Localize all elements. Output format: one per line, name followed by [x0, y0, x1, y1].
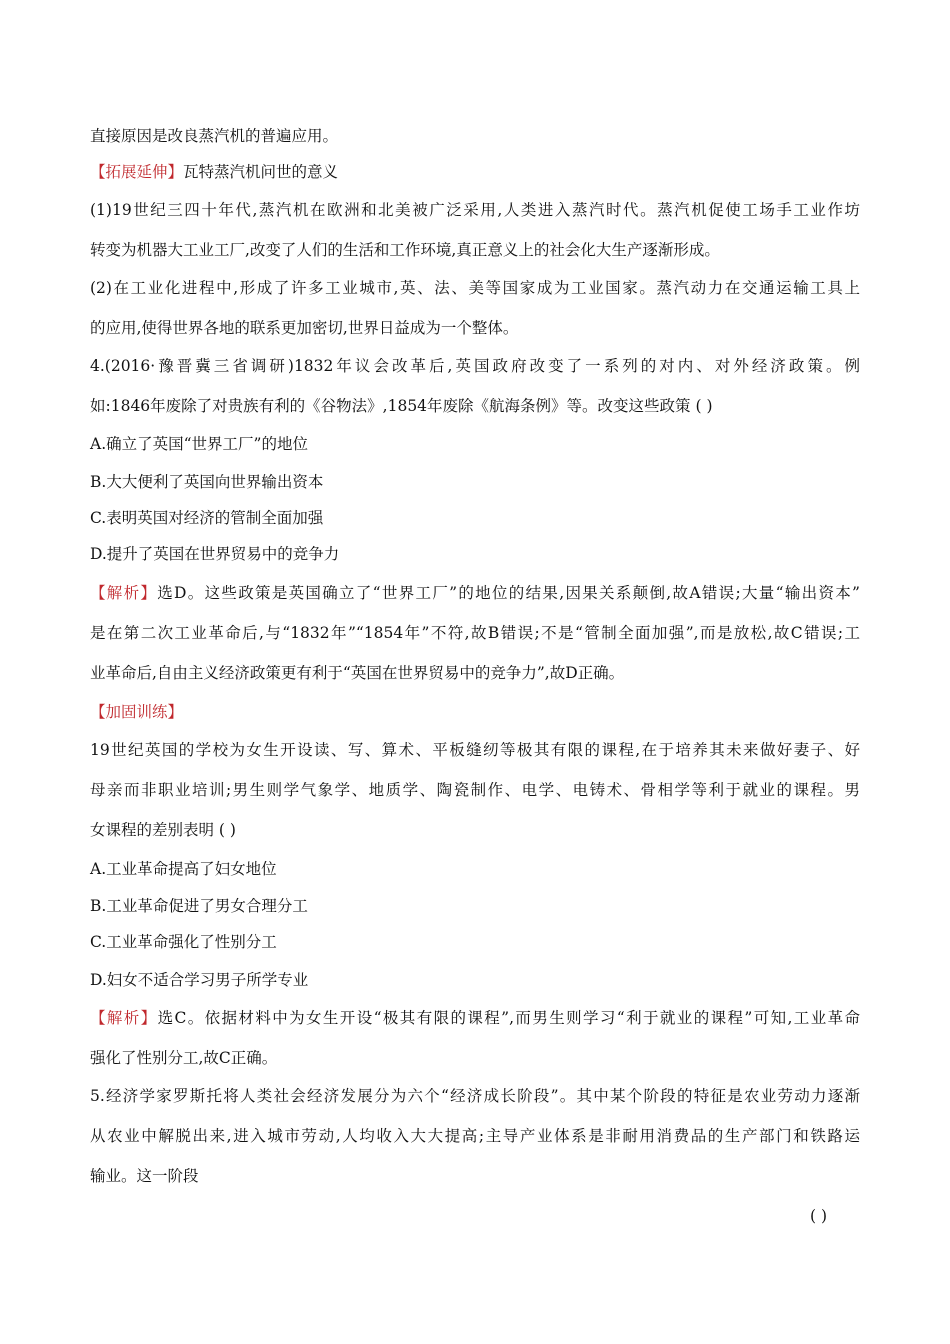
line-text: 是在第二次工业革命后,与“1832年”“1854年”不符,故B错误;不是“管制全面加强”,而是放松,故C错误;工 [90, 624, 860, 642]
option-c [90, 932, 860, 952]
line-text: 如:1846年废除了对贵族有利的《谷物法》,1854年废除《航海条例》等。改变这些政策 ( ) [90, 397, 713, 415]
text-line [90, 702, 860, 722]
text-line [90, 240, 860, 260]
line-text: C.表明英国对经济的管制全面加强 [90, 509, 324, 527]
option-b [90, 896, 860, 916]
line-text: 转变为机器大工业工厂,改变了人们的生活和工作环境,真正意义上的社会化大生产逐渐形成。 [90, 241, 720, 259]
line-text: 选D。这些政策是英国确立了“世界工厂”的地位的结果,因果关系颠倒,故A错误;大量“输出资本” [157, 584, 860, 602]
analysis-line [90, 663, 860, 683]
option-a [90, 434, 860, 454]
answer-bracket: ( ) [810, 1207, 828, 1225]
question-stem [90, 780, 860, 800]
text-line [90, 162, 860, 182]
line-text: 选C。依据材料中为女生开设“极其有限的课程”,而男生则学习“利于就业的课程”可知,工业革命 [157, 1009, 860, 1027]
analysis-tag: 【解析】 [90, 1009, 158, 1027]
line-text: 业革命后,自由主义经济政策更有利于“英国在世界贸易中的竞争力”,故D正确。 [90, 664, 625, 682]
analysis-line [90, 583, 860, 603]
option-d [90, 544, 860, 564]
question-stem [90, 1166, 860, 1186]
line-text: 瓦特蒸汽机问世的意义 [183, 163, 339, 181]
analysis-line [90, 1048, 860, 1068]
analysis-line [90, 623, 860, 643]
line-text: 母亲而非职业培训;男生则学气象学、地质学、陶瓷制作、电学、电铸术、骨相学等利于就业的课程。男 [90, 781, 860, 799]
section-tag: 【拓展延伸】 [90, 163, 184, 181]
option-d [90, 970, 860, 990]
question-stem [90, 1086, 860, 1106]
section-tag: 【加固训练】 [90, 703, 184, 721]
line-text: B.工业革命促进了男女合理分工 [90, 897, 308, 915]
line-text: 直接原因是改良蒸汽机的普遍应用。 [90, 127, 339, 145]
line-text: 从农业中解脱出来,进入城市劳动,人均收入大大提高;主导产业体系是非耐用消费品的生产部门和铁路运 [90, 1127, 860, 1145]
line-text: C.工业革命强化了性别分工 [90, 933, 277, 951]
analysis-tag: 【解析】 [90, 584, 158, 602]
option-c [90, 508, 860, 528]
line-text: 女课程的差别表明 ( ) [90, 821, 236, 839]
question-stem [90, 356, 860, 376]
option-b [90, 472, 860, 492]
text-line [90, 278, 860, 298]
line-text: 5.经济学家罗斯托将人类社会经济发展分为六个“经济成长阶段”。其中某个阶段的特征是农业劳动力逐渐 [90, 1087, 860, 1105]
question-stem [90, 820, 860, 840]
option-a [90, 859, 860, 879]
text-line [90, 318, 860, 338]
analysis-line [90, 1008, 860, 1028]
line-text: 的应用,使得世界各地的联系更加密切,世界日益成为一个整体。 [90, 319, 519, 337]
line-text: 强化了性别分工,故C正确。 [90, 1049, 278, 1067]
line-text: 4.(2016·豫晋冀三省调研)1832年议会改革后,英国政府改变了一系列的对内、对外经济政策。例 [90, 357, 860, 375]
text-line [90, 126, 860, 146]
question-stem [90, 740, 860, 760]
line-text: 输业。这一阶段 [90, 1167, 199, 1185]
line-text: (2)在工业化进程中,形成了许多工业城市,英、法、美等国家成为工业国家。蒸汽动力在交通运输工具上 [90, 279, 860, 297]
question-stem [90, 396, 860, 416]
line-text: D.提升了英国在世界贸易中的竞争力 [90, 545, 340, 563]
line-text: B.大大便利了英国向世界输出资本 [90, 473, 324, 491]
line-text: A.工业革命提高了妇女地位 [90, 860, 277, 878]
line-text: (1)19世纪三四十年代,蒸汽机在欧洲和北美被广泛采用,人类进入蒸汽时代。蒸汽机促使工场手工业作坊 [90, 201, 860, 219]
line-text: A.确立了英国“世界工厂”的地位 [90, 435, 308, 453]
line-text: D.妇女不适合学习男子所学专业 [90, 971, 309, 989]
question-stem [90, 1126, 860, 1146]
text-line [90, 200, 860, 220]
line-text: 19世纪英国的学校为女生开设读、写、算术、平板缝纫等极其有限的课程,在于培养其未来做好妻子、好 [90, 741, 860, 759]
